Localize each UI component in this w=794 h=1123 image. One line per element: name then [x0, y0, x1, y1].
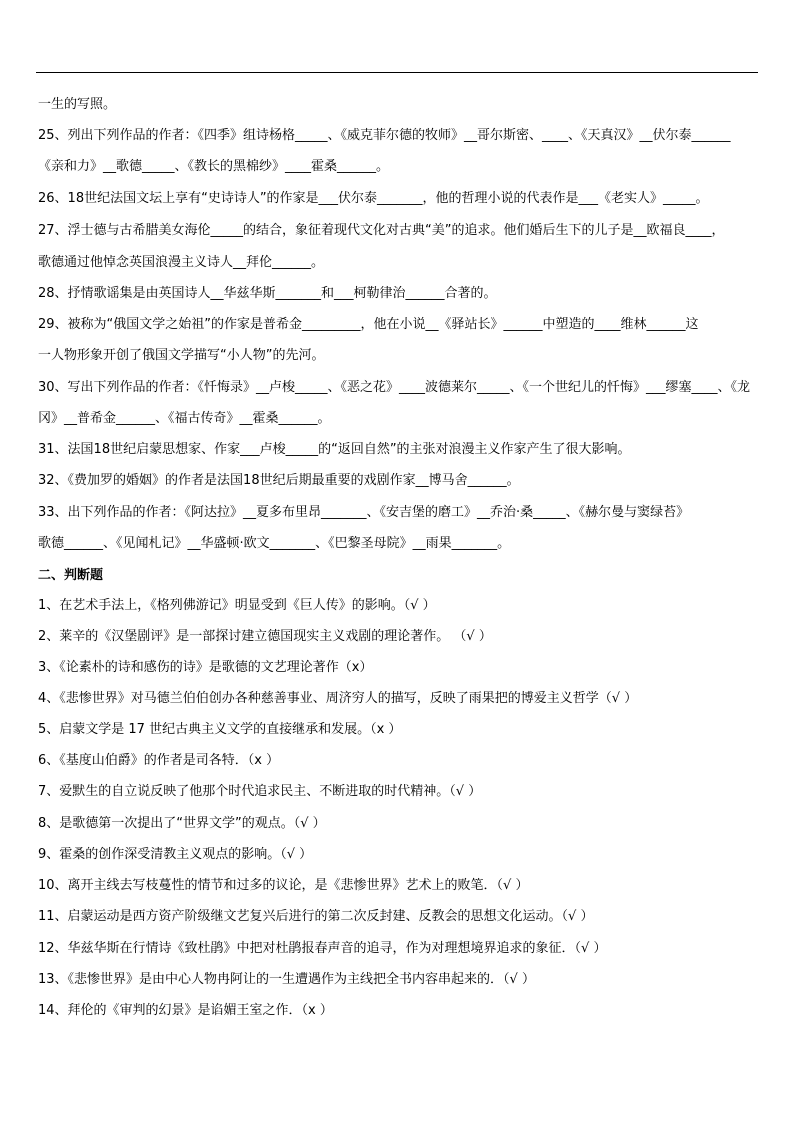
text-line: 12、华兹华斯在行情诗《致杜鹃》中把对杜鹃报春声音的追寻，作为对理想境界追求的象征．（√ ）	[38, 941, 607, 956]
text-line: 25、列出下列作品的作者：《四季》组诗杨格_____、《威克菲尔德的牧师》__哥尔斯密、____、《天真汉》__伏尔泰______	[38, 128, 731, 143]
text-line: 一人物形象开创了俄国文学描写“小人物”的先河。	[38, 348, 325, 363]
text-line: 10、离开主线去写枝蔓性的情节和过多的议论，是《悲惨世界》艺术上的败笔．（√ ）	[38, 878, 529, 893]
text-line: 5、启蒙文学是 17 世纪古典主义文学的直接继承和发展。（x ）	[38, 722, 402, 737]
text-line: 11、启蒙运动是西方资产阶级继文艺复兴后进行的第二次反封建、反教会的思想文化运动。（√ ）	[38, 909, 594, 924]
text-line: 32、《费加罗的婚姻》的作者是法国18世纪后期最重要的戏剧作家__博马舍______。	[38, 473, 520, 488]
header-rule	[36, 72, 758, 73]
text-line: 26、18世纪法国文坛上享有“史诗诗人”的作家是___伏尔泰_______，他的哲理小说的代表作是___《老实人》_____。	[38, 191, 709, 206]
text-line: 13、《悲惨世界》是由中心人物冉阿让的一生遭遇作为主线把全书内容串起来的．（√ ）	[38, 972, 535, 987]
text-line: 歌德通过他悼念英国浪漫主义诗人__拜伦______。	[38, 255, 325, 270]
section-heading: 二、判断题	[38, 568, 104, 583]
text-line: 1、在艺术手法上，《格列佛游记》明显受到《巨人传》的影响。（√ ）	[38, 598, 436, 613]
text-line: 27、浮士德与古希腊美女海伦_____的结合，象征着现代文化对古典“美”的追求。他们婚后生下的儿子是__欧福良____，	[38, 223, 725, 238]
text-line: 9、霍桑的创作深受清教主义观点的影响。（√ ）	[38, 847, 313, 862]
text-line: 33、出下列作品的作者：《阿达拉》__夏多布里昂_______、《安吉堡的磨工》__乔治·桑_____、《赫尔曼与窦绿苔》	[38, 505, 690, 520]
text-line: 30、写出下列作品的作者：《忏悔录》__卢梭_____、《恶之花》____波德莱尔_____、《一个世纪儿的忏悔》___缪塞____、《龙	[38, 380, 751, 395]
text-line: 冈》__普希金______、《福古传奇》__霍桑______。	[38, 411, 331, 426]
text-line: 29、被称为“俄国文学之始祖”的作家是普希金_________，他在小说__《驿站长》______中塑造的____维林______这	[38, 317, 699, 332]
text-line: 31、法国18世纪启蒙思想家、作家___卢梭_____的“返回自然”的主张对浪漫主义作家产生了很大影响。	[38, 442, 631, 457]
text-line: 8、是歌德第一次提出了“世界文学”的观点。（√ ）	[38, 816, 326, 831]
text-line: 《亲和力》__歌德_____、《教长的黑棉纱》____霍桑______。	[38, 159, 390, 174]
text-line: 6、《基度山伯爵》的作者是司各特．（x ）	[38, 753, 280, 768]
text-line: 一生的写照。	[38, 97, 117, 112]
text-line: 28、抒情歌谣集是由英国诗人__华兹华斯_______和___柯勒律治______合著的。	[38, 286, 497, 301]
text-line: 2、莱辛的《汉堡剧评》是一部探讨建立德国现实主义戏剧的理论著作。 （√ ）	[38, 629, 492, 644]
text-line: 7、爱默生的自立说反映了他那个时代追求民主、不断进取的时代精神。（√ ）	[38, 784, 482, 799]
text-line: 14、拜伦的《审判的幻景》是谄媚王室之作．（x ）	[38, 1003, 333, 1018]
text-line: 3、《论素朴的诗和感伤的诗》是歌德的文艺理论著作（x）	[38, 660, 373, 675]
text-line: 歌德______、《见闻札记》__华盛顿·欧文_______、《巴黎圣母院》__雨果_______。	[38, 536, 511, 551]
text-line: 4、《悲惨世界》对马德兰伯伯创办各种慈善事业、周济穷人的描写，反映了雨果把的博爱主义哲学（√ ）	[38, 691, 638, 706]
